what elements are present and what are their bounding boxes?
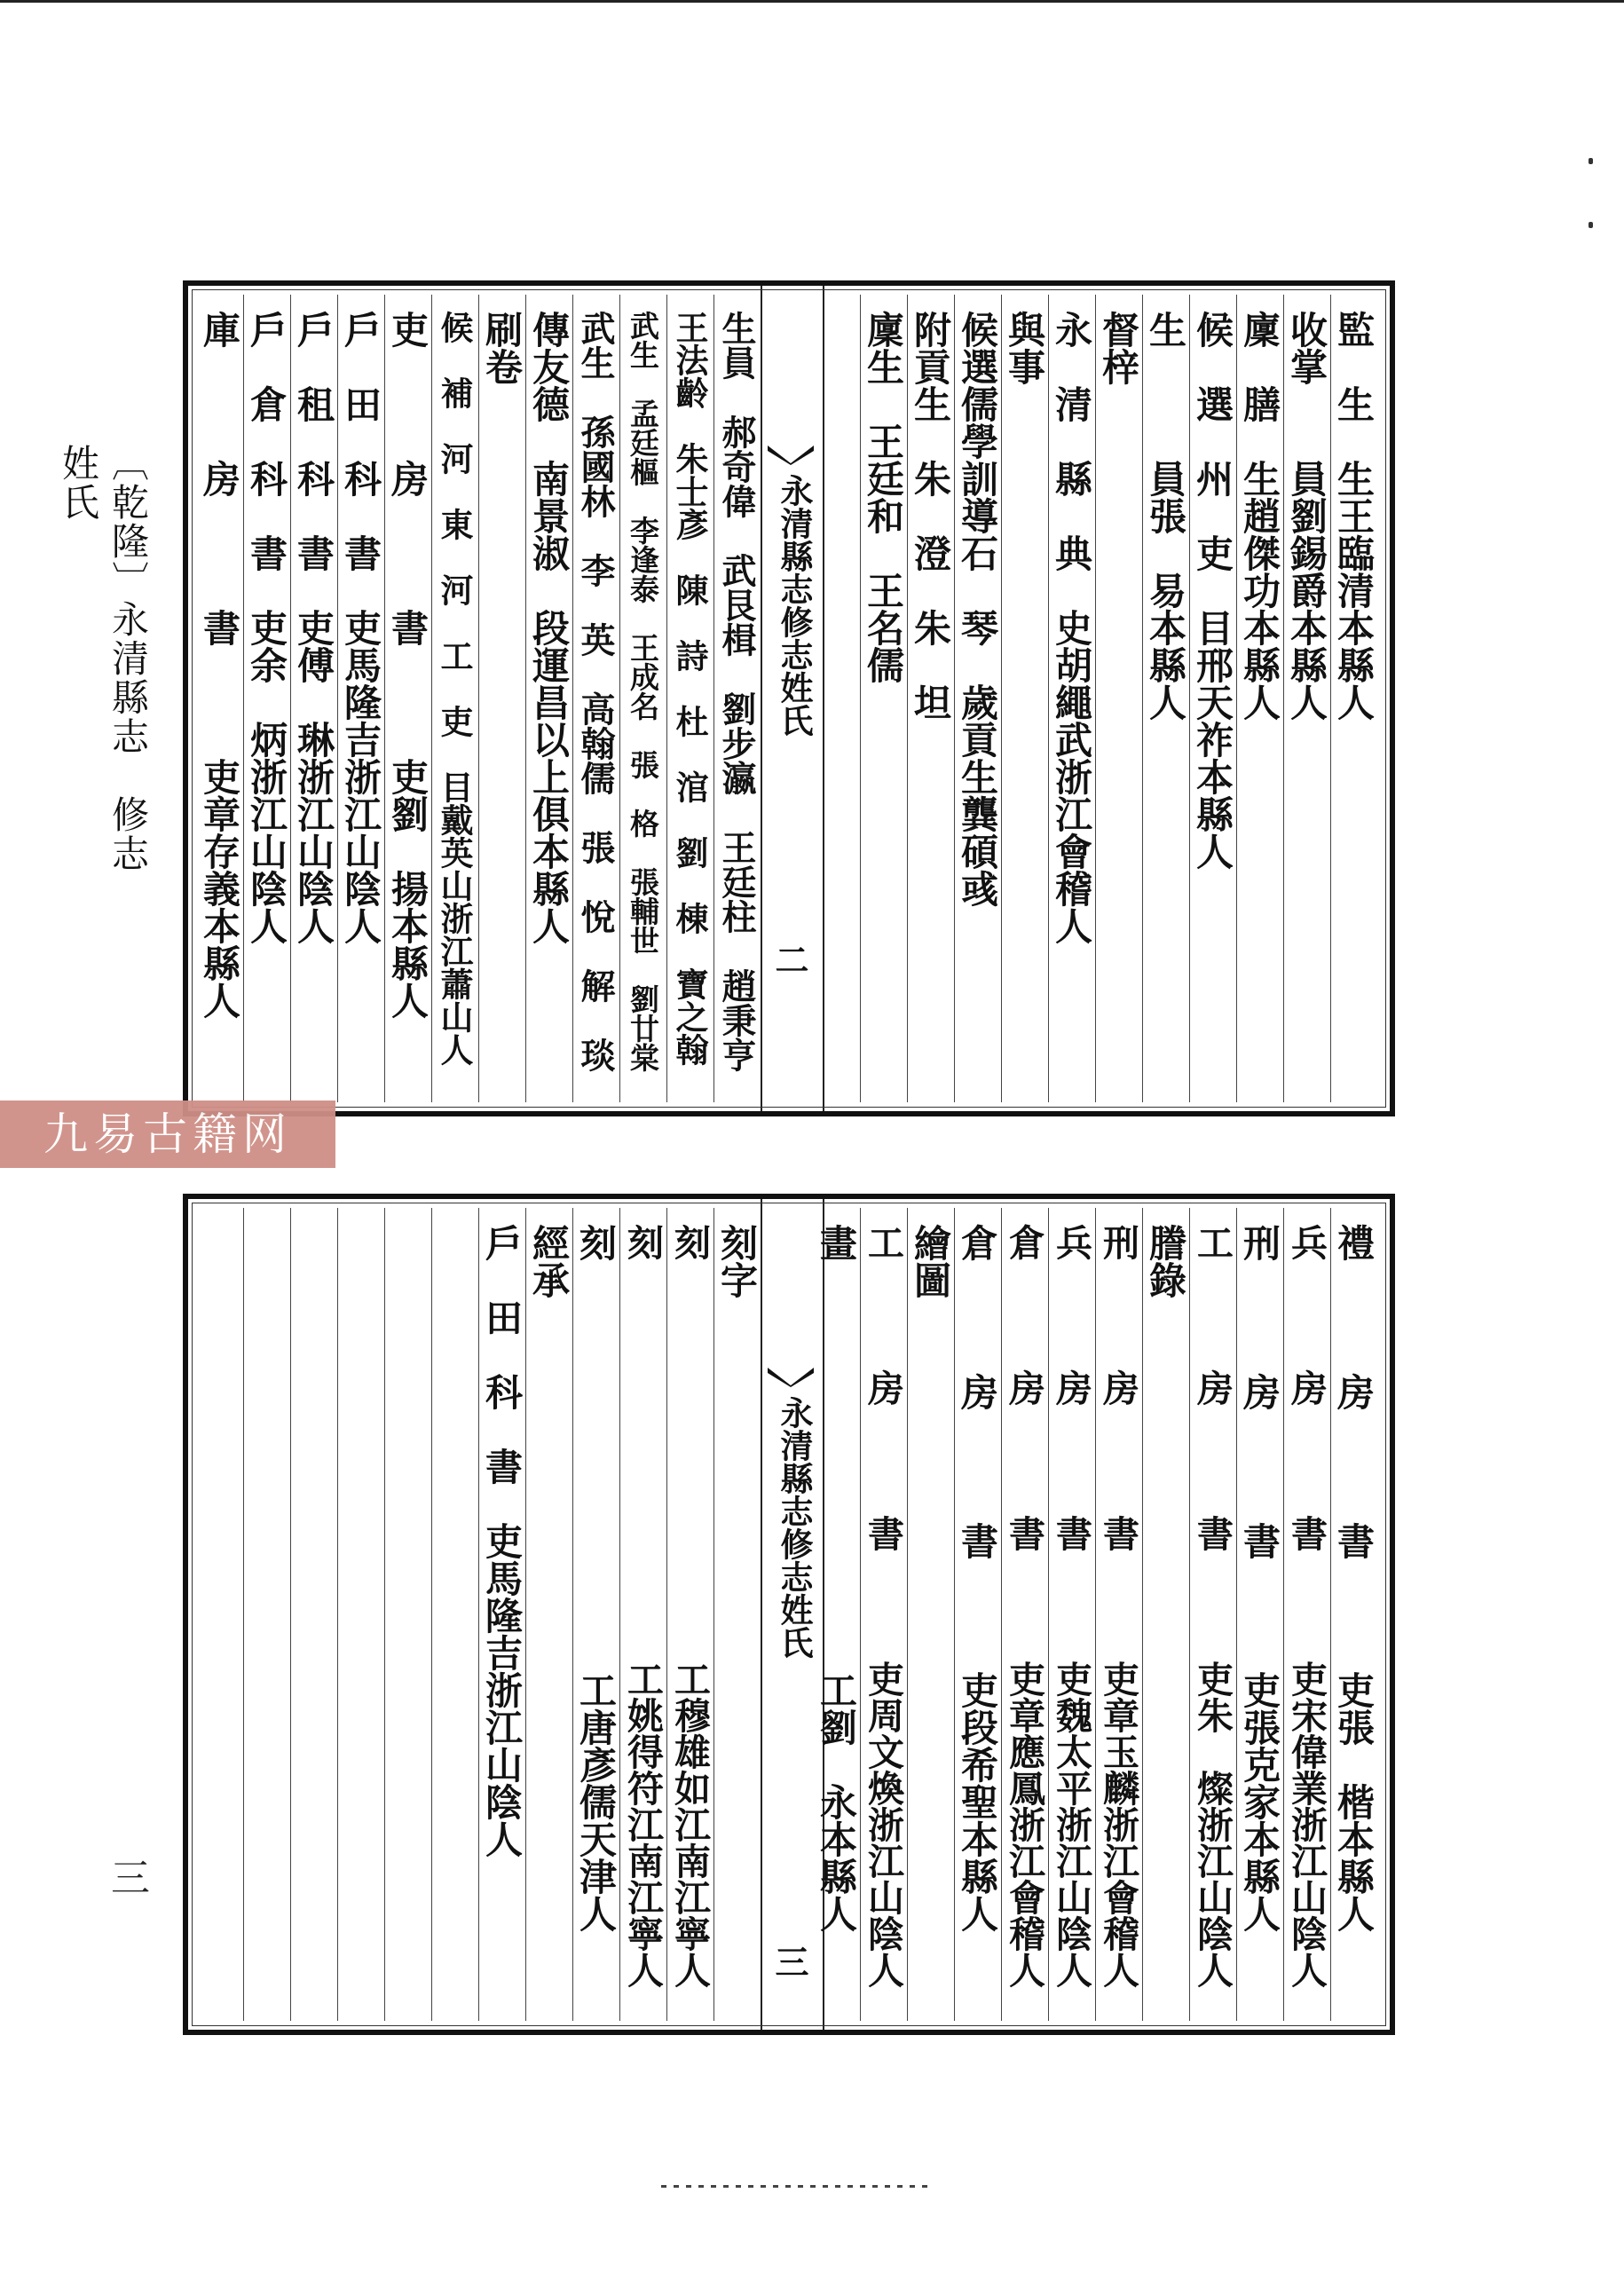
column-rule — [337, 1208, 338, 2021]
text-column: 倉 房 書 吏段希聖本縣人 — [956, 1224, 999, 1932]
text-column: 兵 房 書 吏魏太平浙江山陰人 — [1050, 1224, 1092, 1988]
text-column: 與事 — [1003, 311, 1046, 385]
fish-tail-mark-icon — [768, 446, 814, 465]
text-column: 戶 田 科 書 吏馬隆吉浙江山陰人 — [339, 311, 382, 944]
column-rule — [713, 1208, 714, 2021]
column-rule — [243, 1208, 244, 2021]
text-column: 經承 — [527, 1224, 571, 1298]
column-rule — [1095, 295, 1096, 1102]
column-rule — [1142, 1208, 1143, 2021]
top-border-rule — [0, 0, 1624, 3]
text-column: 倉 房 書 吏章應鳳浙江會稽人 — [1003, 1224, 1045, 1988]
text-column: 武生 孟廷樞 李逢泰 王成名 張 格 張輔世 劉廿棠 — [626, 311, 660, 1072]
text-column: 王法齡 朱士彥 陳 詩 杜 涫 劉 棟 寶之翰 — [670, 311, 709, 1066]
column-rule — [525, 1208, 526, 2021]
text-column: 謄錄 — [1144, 1224, 1187, 1298]
speck-mark — [1589, 158, 1593, 164]
center-page-number: 二 — [769, 943, 809, 976]
column-rule — [1001, 295, 1002, 1102]
text-column: 繪圖 — [909, 1224, 952, 1298]
column-rule — [290, 1208, 291, 2021]
running-title: 〔乾隆〕永清縣志 修志姓氏 — [57, 444, 150, 873]
text-column: 武生 孫國林 李 英 高翰儒 張 悅 解 琰 — [575, 311, 616, 1072]
fish-tail-mark-icon — [768, 1368, 814, 1387]
text-column: 刑 房 書 吏章玉麟浙江會稽人 — [1097, 1224, 1139, 1988]
text-column: 畫 工劉 永本縣人 — [815, 1224, 858, 1932]
text-column: 生員 郝奇偉 武艮楫 劉步瀛 王廷柱 趙秉亨 — [716, 311, 757, 1072]
text-column: 庫 房 書 吏章存義本縣人 — [198, 311, 241, 1019]
center-title: 永清縣志修志姓氏 — [775, 1396, 814, 1659]
text-column: 督梓 — [1097, 311, 1140, 385]
text-column: 刻字 — [715, 1224, 759, 1298]
column-rule — [431, 1208, 432, 2021]
spread-panel-lower — [183, 1194, 1395, 2035]
column-rule — [907, 1208, 908, 2021]
column-rule — [384, 1208, 385, 2021]
text-column: 禮 房 書 吏張 楷本縣人 — [1332, 1224, 1376, 1932]
text-column: 兵 房 書 吏宋偉業浙江山陰人 — [1285, 1224, 1328, 1988]
text-column: 戶 倉 科 書 吏余 炳浙江山陰人 — [245, 311, 288, 944]
text-column: 永 清 縣 典 史胡繩武浙江會稽人 — [1050, 311, 1093, 944]
watermark-logo: 九易古籍网 — [0, 1100, 335, 1168]
text-column: 廩 膳 生趙傑功本縣人 — [1238, 311, 1281, 721]
text-column: 戶 租 科 書 吏傅 琳浙江山陰人 — [292, 311, 335, 944]
bottom-dotted-rule — [661, 2185, 927, 2188]
text-column: 刑 房 書 吏張克家本縣人 — [1238, 1224, 1281, 1932]
text-column: 收掌 員劉錫爵本縣人 — [1285, 311, 1328, 721]
spread-panel-upper — [183, 280, 1395, 1116]
text-column: 候 補 河 東 河 工 吏 目戴英山浙江蕭山人 — [435, 311, 474, 1066]
text-column: 傳友德 南景淑 段運昌以上俱本縣人 — [527, 311, 571, 944]
center-page-number: 三 — [769, 1945, 809, 1978]
text-column: 候選儒學訓導石 琴 歲貢生龔碩彧 — [956, 311, 999, 907]
text-column: 廩生 王廷和 王名儒 — [862, 311, 905, 683]
text-column: 監 生 生王臨清本縣人 — [1332, 311, 1376, 721]
text-column: 刻 工姚得符江南江寧人 — [621, 1224, 664, 1988]
text-column: 附貢生 朱 澄 朱 坦 — [909, 311, 952, 721]
text-column: 吏 房 書 吏劉 揚本縣人 — [386, 311, 430, 1019]
text-column: 候 選 州 吏 目邢天祚本縣人 — [1191, 311, 1234, 870]
text-column: 工 房 書 吏周文煥浙江山陰人 — [862, 1224, 904, 1988]
speck-mark — [1589, 222, 1593, 228]
text-column: 刻 工穆雄如江南江寧人 — [668, 1224, 711, 1988]
center-fold-strip — [761, 286, 824, 1111]
text-column: 戶 田 科 書 吏馬隆吉浙江山陰人 — [480, 1224, 524, 1858]
text-column: 刻 工唐彥儒天津人 — [574, 1224, 618, 1932]
text-column: 刷卷 — [480, 311, 524, 385]
center-title: 永清縣志修志姓氏 — [775, 474, 814, 737]
column-rule — [478, 295, 479, 1102]
text-column: 工 房 書 吏朱 燦浙江山陰人 — [1191, 1224, 1234, 1988]
text-column: 生 員張 易本縣人 — [1144, 311, 1187, 721]
page-number: 三 — [111, 1856, 150, 1901]
